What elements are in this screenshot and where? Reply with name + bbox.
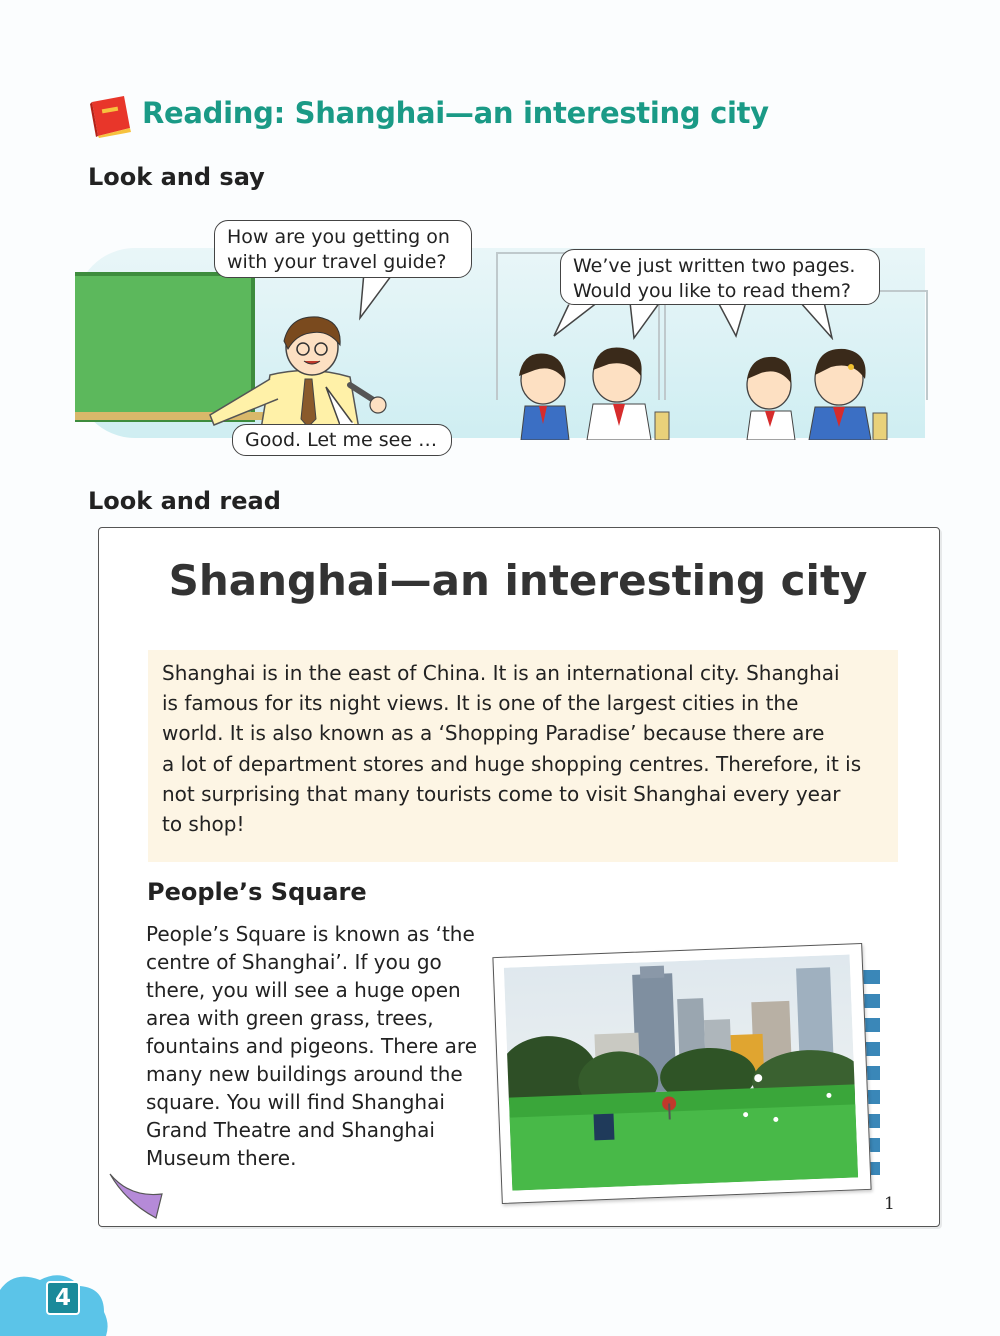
text-line: Shanghai is in the east of China. It is an international city. Shanghai (162, 661, 840, 685)
photo-image (504, 954, 858, 1190)
peoples-square-photo (492, 943, 871, 1204)
page-number: 4 (46, 1281, 80, 1315)
teacher-speech-bubble (214, 220, 472, 278)
card-title: Shanghai—an interesting city (168, 556, 868, 605)
bubble-line: Would you like to read them? (573, 280, 851, 302)
intro-paragraph (162, 658, 892, 839)
text-line: is famous for its night views. It is one of the largest cities in the (162, 691, 799, 716)
page-curl-decoration (108, 1172, 164, 1222)
peoples-square-paragraph (146, 920, 496, 1172)
card-page-number: 1 (884, 1194, 895, 1214)
section-title: Reading: Shanghai—an interesting city (142, 96, 769, 130)
text-line: centre of Shanghai’. If you go (146, 950, 442, 974)
bubble-line: We’ve just written two pages. (573, 255, 856, 277)
look-and-say-heading: Look and say (88, 163, 265, 191)
peoples-square-heading: People’s Square (147, 878, 367, 906)
text-line: there, you will see a huge open (146, 978, 461, 1002)
bubble-line: with your travel guide? (227, 251, 447, 273)
text-line: Grand Theatre and Shanghai (146, 1118, 435, 1142)
text-line: People’s Square is known as ‘the (146, 922, 475, 946)
text-line: world. It is also known as a ‘Shopping Paradise’ because there are (162, 721, 825, 746)
bubble-tail (550, 300, 850, 340)
text-line: many new buildings around the (146, 1062, 463, 1086)
text-line: not surprising that many tourists come to visit Shanghai every year (162, 781, 841, 806)
text-line: square. You will find Shanghai (146, 1090, 445, 1114)
bubble-tail (320, 385, 360, 427)
text-line: area with green grass, trees, (146, 1006, 434, 1030)
text-line: Museum there. (146, 1146, 297, 1170)
teacher-reply-bubble: Good. Let me see … (232, 424, 452, 456)
bubble-line: How are you getting on (227, 226, 450, 248)
book-icon (88, 94, 134, 138)
students-figure (505, 340, 685, 440)
text-line: a lot of department stores and huge shopping centres. Therefore, it is (162, 751, 862, 776)
students-figure (735, 345, 915, 440)
teacher-figure (200, 315, 400, 435)
look-and-read-heading: Look and read (88, 487, 281, 515)
text-line: fountains and pigeons. There are (146, 1034, 478, 1058)
text-line: to shop! (162, 812, 245, 837)
students-speech-bubble (560, 249, 880, 305)
